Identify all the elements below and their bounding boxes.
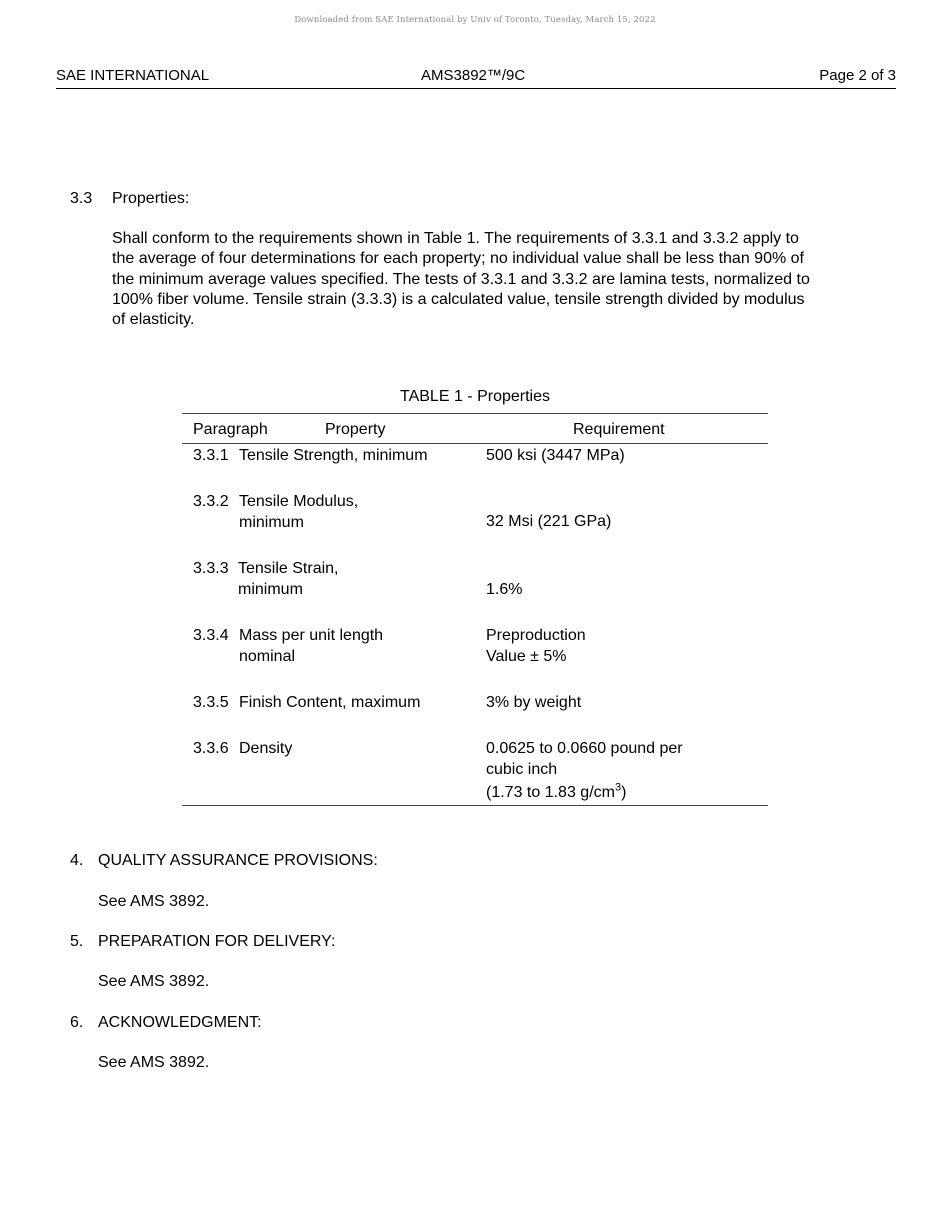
cubic-exponent: 3 <box>614 781 622 794</box>
column-header-property: Property <box>325 421 386 438</box>
section-5-number: 5. <box>70 933 84 950</box>
table-row-num: 3.3.4 <box>193 627 229 644</box>
section-4-number: 4. <box>70 852 84 869</box>
table-bottom-rule <box>182 805 768 806</box>
density-metric-close: ) <box>621 784 627 801</box>
table-row-num: 3.3.1 <box>193 447 229 464</box>
density-metric-text: (1.73 to 1.83 g/cm <box>486 784 615 801</box>
table-row-property: Mass per unit length nominal <box>239 627 384 665</box>
section-6-body: See AMS 3892. <box>98 1054 210 1071</box>
table-row-property: Density <box>239 740 293 757</box>
header-organization: SAE INTERNATIONAL <box>56 67 210 84</box>
table-row-num: 3.3.6 <box>193 740 229 757</box>
table-row-property: Tensile Modulus, minimum <box>239 493 359 531</box>
header-document-id: AMS3892™/9C <box>421 67 526 84</box>
table-row-requirement: 3% by weight <box>486 694 582 711</box>
section-4-body: See AMS 3892. <box>98 893 210 910</box>
column-header-paragraph: Paragraph <box>193 421 268 438</box>
table-row-requirement: 1.6% <box>486 581 523 598</box>
table-row-requirement-metric <box>486 783 626 804</box>
header-page-number: Page 2 of 3 <box>819 67 896 84</box>
table-row-property: Finish Content, maximum <box>239 694 421 711</box>
table-row-requirement: 0.0625 to 0.0660 pound per cubic inch <box>486 740 683 778</box>
table-row-property: Tensile Strength, minimum <box>239 447 428 464</box>
section-6-number: 6. <box>70 1014 84 1031</box>
table-row-num: 3.3.3 <box>193 560 229 577</box>
section-6-title: ACKNOWLEDGMENT: <box>98 1014 262 1031</box>
section-5-title: PREPARATION FOR DELIVERY: <box>98 933 336 950</box>
table-top-rule <box>182 413 768 414</box>
table-row-requirement: Preproduction Value ± 5% <box>486 627 586 665</box>
section-3-3-number: 3.3 <box>70 190 93 207</box>
table-caption: TABLE 1 - Properties <box>400 388 550 405</box>
table-row-property: Tensile Strain, minimum <box>238 560 339 598</box>
section-4-title: QUALITY ASSURANCE PROVISIONS: <box>98 852 378 869</box>
section-3-3-title: Properties: <box>112 190 190 207</box>
table-row-requirement: 500 ksi (3447 MPa) <box>486 447 625 464</box>
table-row-requirement: 32 Msi (221 GPa) <box>486 513 612 530</box>
table-header-rule <box>182 443 768 444</box>
section-5-body: See AMS 3892. <box>98 973 210 990</box>
column-header-requirement: Requirement <box>573 421 665 438</box>
table-row-num: 3.3.5 <box>193 694 229 711</box>
table-row-num: 3.3.2 <box>193 493 229 510</box>
section-3-3-body: Shall conform to the requirements shown in Table 1. The requirements of 3.3.1 and 3.3.2 apply to the average of four determinations for each property; no individual value shall be less than 90% of the minimum average values specified. The tests of 3.3.1 and 3.3.2 are lamina tests, normalized to 100% fiber volume. Tensile strain (3.3.3) is a calculated value, tensile strength divided by modulus of elasticity. <box>112 230 810 329</box>
page-header <box>56 66 896 89</box>
download-watermark: Downloaded from SAE International by Univ of Toronto, Tuesday, March 15, 2022 <box>294 15 656 25</box>
